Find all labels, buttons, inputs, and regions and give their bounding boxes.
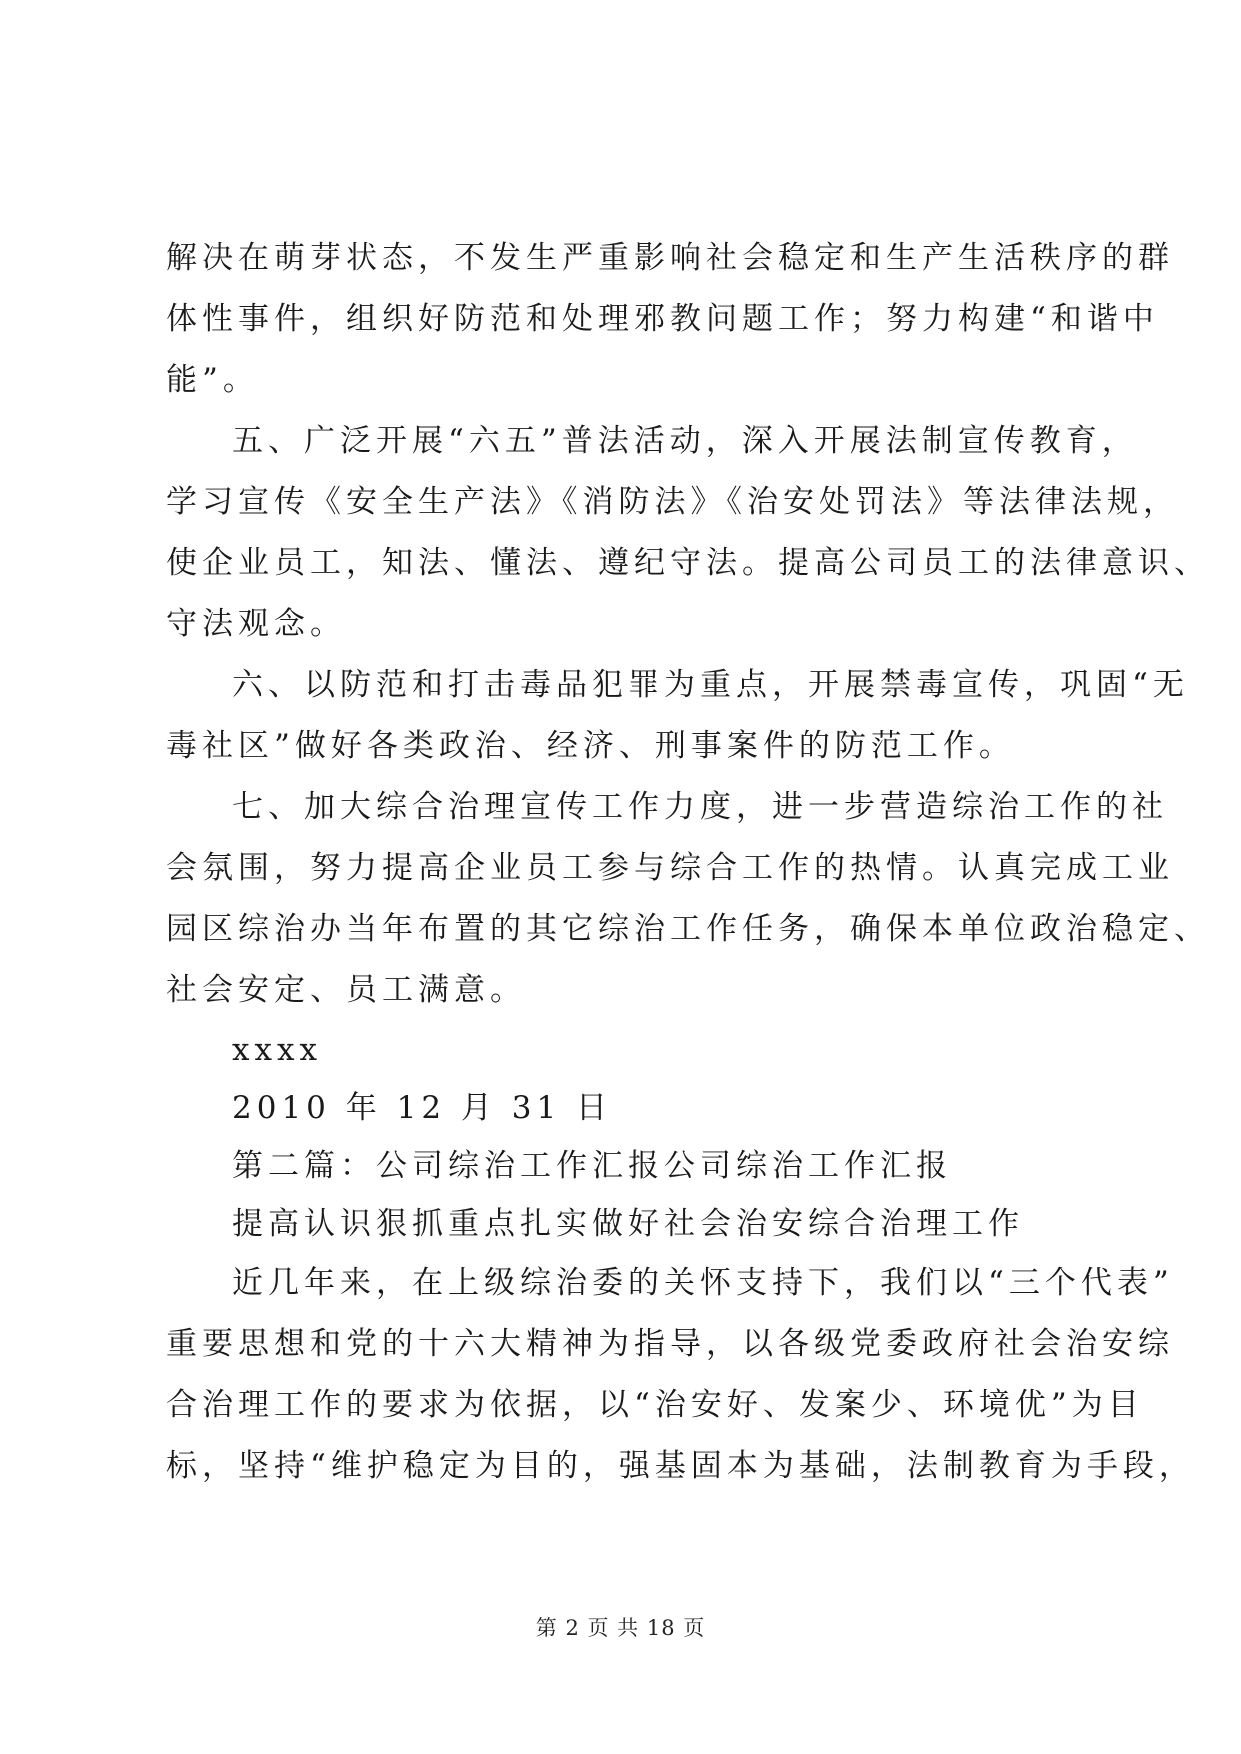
signature-date: 2010 年 12 月 31 日 xyxy=(232,1090,613,1126)
text-line: 体性事件，组织好防范和处理邪教问题工作；努力构建“和谐中 xyxy=(166,301,1159,337)
text-line: 社会安定、员工满意。 xyxy=(166,972,526,1008)
paragraph-6-start: 六、以防范和打击毒品犯罪为重点，开展禁毒宣传，巩固“无 xyxy=(232,667,1189,703)
signature-name: xxxx xyxy=(232,1032,322,1068)
text-line: 重要思想和党的十六大精神为指导，以各级党委政府社会治安综 xyxy=(166,1326,1174,1362)
text-line: 园区综治办当年布置的其它综治工作任务，确保本单位政治稳定、 xyxy=(166,911,1210,947)
section-subtitle: 提高认识狠抓重点扎实做好社会治安综合治理工作 xyxy=(232,1206,1024,1242)
paragraph-start: 近几年来，在上级综治委的关怀支持下，我们以“三个代表” xyxy=(232,1265,1174,1301)
text-line: 标，坚持“维护稳定为目的，强基固本为基础，法制教育为手段， xyxy=(166,1448,1195,1484)
text-line: 毒社区”做好各类政治、经济、刑事案件的防范工作。 xyxy=(166,728,1015,764)
text-line: 使企业员工，知法、懂法、遵纪守法。提高公司员工的法律意识、 xyxy=(166,545,1210,581)
page-footer: 第 2 页 共 18 页 xyxy=(535,1616,706,1640)
text-line: 合治理工作的要求为依据，以“治安好、发案少、环境优”为目 xyxy=(166,1387,1144,1423)
section-heading: 第二篇：公司综治工作汇报公司综治工作汇报 xyxy=(232,1148,952,1184)
text-line: 能”。 xyxy=(166,362,259,398)
text-line: 学习宣传《安全生产法》《消防法》《治安处罚法》等法律法规， xyxy=(166,484,1179,520)
paragraph-5-start: 五、广泛开展“六五”普法活动，深入开展法制宣传教育， xyxy=(232,423,1138,459)
text-line: 会氛围，努力提高企业员工参与综合工作的热情。认真完成工业 xyxy=(166,850,1174,886)
document-body xyxy=(166,228,1210,1497)
paragraph-7-start: 七、加大综合治理宣传工作力度，进一步营造综治工作的社 xyxy=(232,789,1168,825)
text-line: 守法观念。 xyxy=(166,606,346,642)
text-line: 解决在萌芽状态，不发生严重影响社会稳定和生产生活秩序的群 xyxy=(166,240,1174,276)
